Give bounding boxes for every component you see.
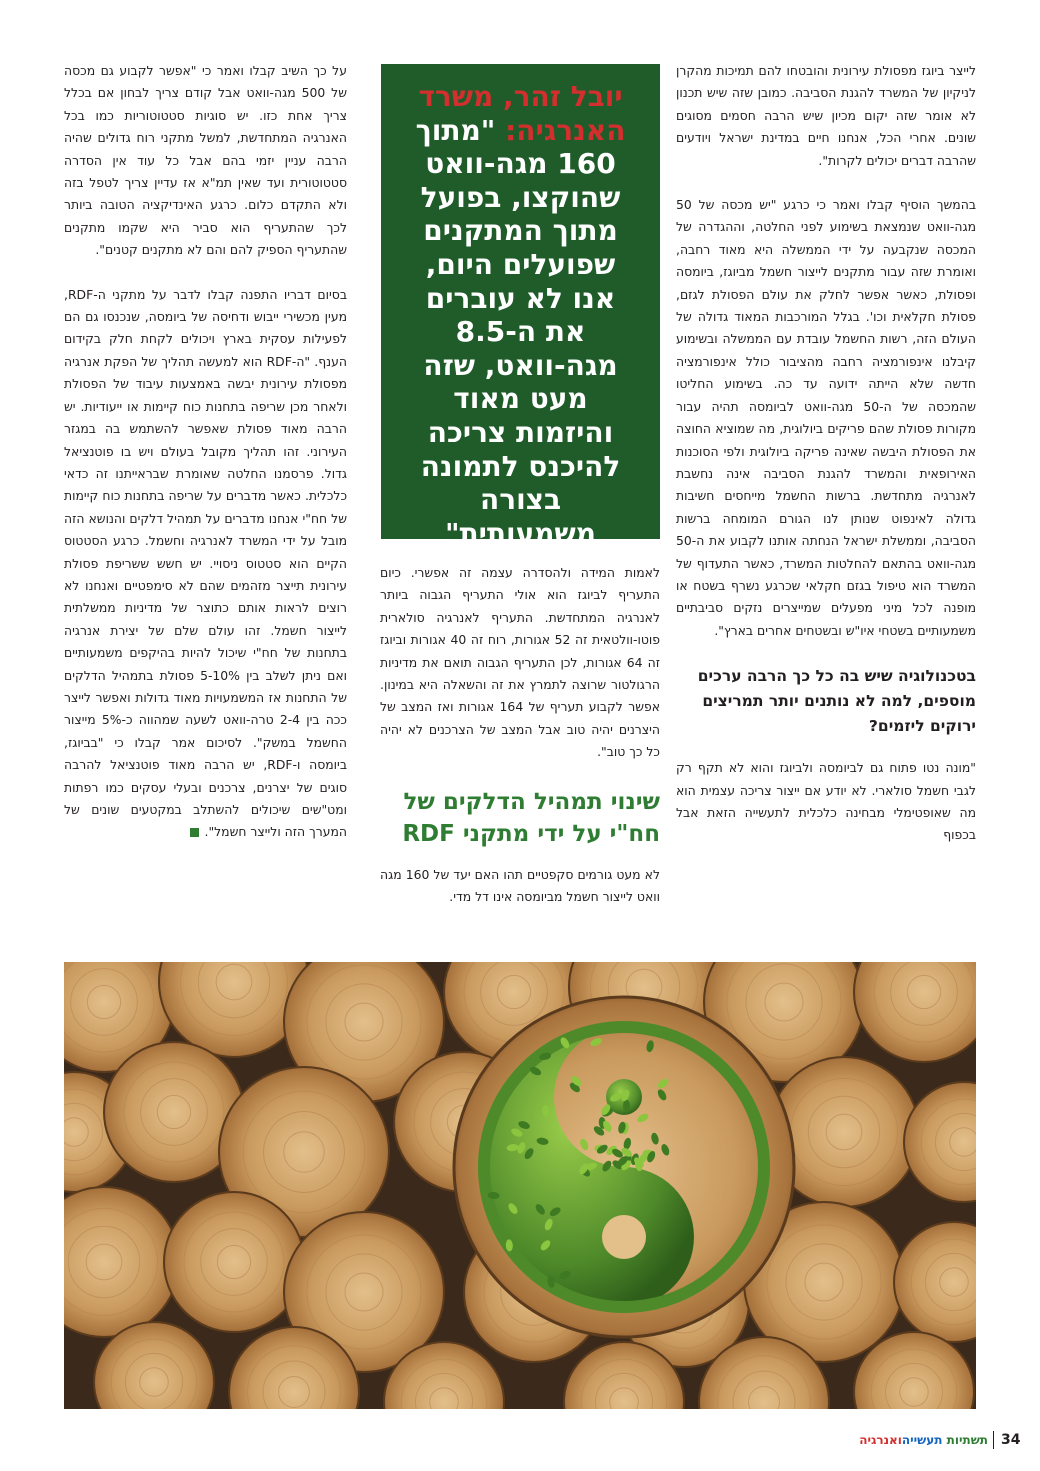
article-column-left <box>64 60 347 866</box>
wood-dot <box>602 1215 646 1259</box>
article-end-mark <box>190 828 199 837</box>
magazine-name-part: תעשייה <box>901 1433 943 1447</box>
section-heading: שינוי תמהיל הדלקים של חח"י על ידי מתקני RDF <box>402 788 660 847</box>
magazine-name-part: ואנרגיה <box>859 1433 902 1447</box>
pull-quote-text: "מתוך 160 מגה-וואט שהוקצו, בפועל מתוך המתקנים שפועלים היום, אנו לא עוברים את ה-8.5 מגה-וואט, שזה מעט מאוד והיזמות צריכה להיכנס לתמונה בצורה משמעותית" <box>415 113 621 550</box>
logs-yin-yang-photo <box>64 962 976 1409</box>
photo-illustration <box>64 962 976 1409</box>
paragraph: לא מעט גורמים סקפטיים תהו האם יעד של 160 מגה וואט לייצור חשמל מביומסה אינו דל מדי. <box>380 866 660 905</box>
paragraph: לייצר ביוגז מפסולת עירונית והובטחו להם תמיכות מהקרן לניקיון של המשרד להגנת הסביבה. כמובן שזה שיש תכנון לא אומר שזה יקום מכיון שיש הרבה חסמים מסוגים שונים. אחרי הכל, אנחנו חיים במדינת ישראל ויודעים שהרבה דברים יכולים לקרות". <box>676 63 976 168</box>
pull-quote-box <box>381 64 660 550</box>
article-column-right <box>676 60 976 869</box>
log-end <box>164 1192 304 1332</box>
pull-quote-speaker: יובל זהר, משרד האנרגיה: <box>418 80 626 147</box>
paragraph <box>64 284 347 844</box>
paragraph-text: בסיום דבריו התפנה קבלו לדבר על מתקני ה-RDF, מעין מכשירי ייבוש ודחיסה של ביומסה, שנכנסו גם הם לפעילות עסקית בארץ ויכולים לקחת חלק בקידום הענף. "ה-RDF הוא למעשה תהליך של הפקת אנרגיה מפסולת עירונית יבשה באמצעות עיבוד של הפסולת ולאחר מכן שריפה בתחנות כוח קיימות או ייעודיות. יש הרבה מאוד פסולת שאפשר להשתמש בה במגזר העירוני. זהו תהליך מקובל בעולם ויש בו פוטנציאל גדול. פרסמנו החלטה שאומרת שבראייתנו זה כדאי כלכלית. כאשר מדברים על שריפה בתחנות כוח קיימות של חח"י אנחנו מדברים על תמהיל דלקים והנושא הזה מובל על ידי המשרד לאנרגיה וחשמל. כרגע הסטטוס הקיים הוא סטטוס ניסויי. יש חשש ששריפת פסולת עירונית תייצר מזהמים שהם לא סימפטיים ואנחנו לא רוצים לראות אותם כתוצר של מדיניות ממשלתית לייצור חשמל. זהו עולם שלם של יצירת אנרגיה בתחנות של חח"י שיכול להיות בהיקפים משמעותיים ואם ניתן לשלב בין 5-10% פסולת בתמהיל הדלקים של התחנות אז המשמעויות מאוד גדולות ואפשר לייצר ככה בין 2-4 טרה-וואט לשעה שמהווה כ-5% מייצור החשמל במשק". לסיכום אמר קבלו כי "בביוגז, ביומסה ו-RDF, יש הרבה מאוד פוטנציאל להרבה סוגים של יצרנים, צרכנים ובעלי עסקים כמו רפתות ומט"שים שיכולים להשתלב במקטעים שונים של המערך הזה ולייצר חשמל". <box>64 286 347 840</box>
magazine-name-part: תשתיות <box>946 1433 988 1447</box>
paragraph: על כך השיב קבלו ואמר כי "אפשר לקבוע גם מכסה של 500 מגה-וואט אבל קודם צריך לבחון אם בכלל צריך אחת כזו. יש סוגיות סטטוטוריות כמו בכל האנרגיה המתחדשת, למשל מתקני רוח גדולים שהיה הרבה עניין יזמי בהם אבל כל עוד אין הסדרה סטטוטורית ועד שאין תמ"א אז עדיין צריך לטפל בזה ולא התקדם כלום. כרגע האינדיקציה הטובה ביותר לכך שהתעריף הוא סביר היא שקמו מתקנים שהתעריף הספיק להם והם לא מתקנים קטנים". <box>64 63 348 258</box>
footer-divider <box>993 1431 994 1449</box>
interview-question: בטכנולוגיה שיש בה כל כך הרבה ערכים מוספים, למה לא נותנים יותר תמריצים ירוקים ליזמים? <box>697 667 976 736</box>
paragraph: "מונה נטו פתוח גם לביומסה ולביוגז והוא לא תקף רק לגבי חשמל סולארי. לא יודע אם ייצור צריכה עצמית הוא מה שאופטימלי מבחינה כלכלית לתעשייה הזאת אבל בכפוף <box>676 760 976 843</box>
paragraph: לאמות המידה ולהסדרה עצמה זה אפשרי. כיום התעריף לביוגז הוא אולי התעריף הגבוה ביותר לאנרגיה המתחדשת. התעריף לאנרגיה סולארית פוטו-וולטאית זה 52 אגורות, רוח זה 40 אגורות וביוגז זה 64 אגורות, לכן התעריף הגבוה תואם את מדיניות הרגולטור שרוצה לתמרץ את זה והשאלה היא במינון. אפשר לקבוע תעריף של 164 אגורות ואז המצב של היצרנים יהיה טוב אבל המצב של הצרכנים לא יהיה כל כך טוב". <box>380 565 661 760</box>
magazine-name <box>859 1433 988 1447</box>
article-column-middle <box>380 562 660 930</box>
paragraph: בהמשך הוסיף קבלו ואמר כי כרגע "יש מכסה של 50 מגה-וואט שנמצאת בשימוע לפני החלטה, וההגדרה של המכסה שנקבעה על ידי הממשלה היא מאוד רחבה, ואומרת שזה עבור מתקנים לייצור חשמל מביוגז, ביומסה ופסולת, כאשר אפשר לחלק את עולם הפסולת לגזם, פסולת חקלאית וכו'. בגלל המורכבות המאוד גדולה של העולם הזה, רשות החשמל עובדת עם הממשלה ובשימוע קיבלנו אינפורמציה רחבה מהציבור כולל אינפורמציה חדשה שלא הייתה ידועה עד כה. בשימוע החליטו שהמכסה של ה-50 מגה-וואט לביומסה תהיה עבור מקורות פסולת שהם פריקים ביולוגית, מה שמוציא החוצה את הפסולת היבשה שאינה פריקה ביולוגית ולפי הסוכנות האירופאית והמשרד להגנת הסביבה אינה נחשבת לאנרגיה מתחדשת. ברשות החשמל מייחסים חשיבות גדולה לאינפוט שנותן לנו הגורם המומחה ברשות הסביבה, וממשלת ישראל הנחתה אותנו לקבוע את ה-50 מגה-וואט בהתאם להחלטות המשרד, כאשר התעדוף של המשרד הוא טיפול בגזם חקלאי שכרגע נשרף בשטח או מופנה לכל מיני מפעלים שמייצרים נזקים סביבתיים משמעותיים בשטחי איו"ש ובשטחים אחרים בארץ". <box>676 197 976 638</box>
page-number: 34 <box>1001 1432 1021 1448</box>
page-footer <box>0 1424 1040 1464</box>
